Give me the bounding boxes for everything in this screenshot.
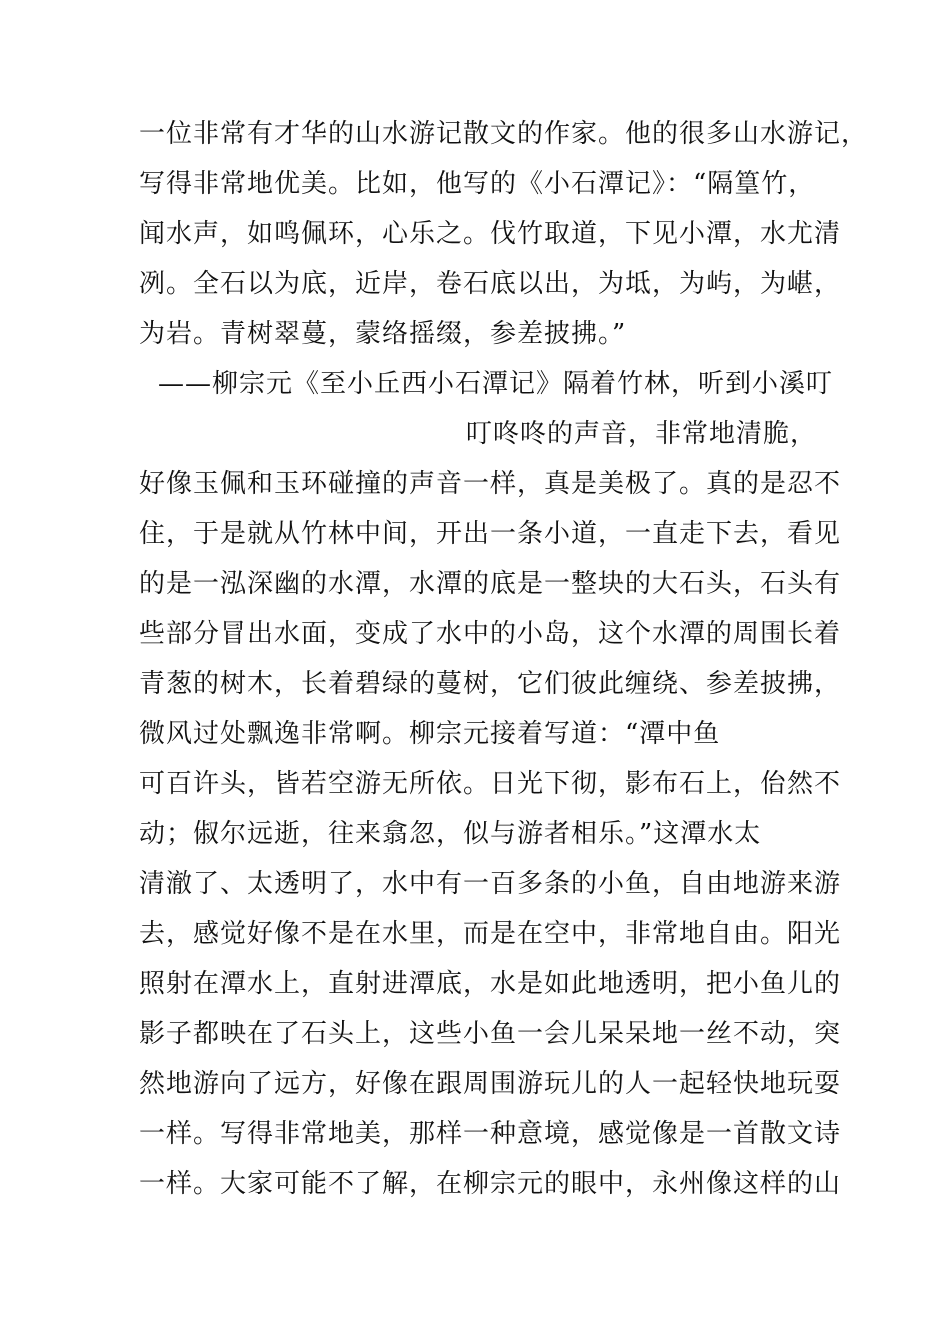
paragraph-line: 些部分冒出水面，变成了水中的小岛，这个水潭的周围长着 [139,619,842,649]
paragraph-line: 影子都映在了石头上，这些小鱼一会儿呆呆地一丝不动，突 [139,1019,842,1049]
paragraph-line: 照射在潭水上，直射进潭底，水是如此地透明，把小鱼儿的 [139,969,842,999]
paragraph-line: 青葱的树木，长着碧绿的蔓树，它们彼此缠绕、参差披拂， [139,669,842,699]
paragraph-line: 为岩。青树翠蔓，蒙络摇缀，参差披拂。” [139,319,627,349]
paragraph-line: 写得非常地优美。比如，他写的《小石潭记》：“隔篁竹， [139,169,816,199]
paragraph-line: 一位非常有才华的山水游记散文的作家。他的很多山水游记， [139,119,869,149]
citation-continuation-line: 叮咚咚的声音，非常地清脆， [466,419,818,449]
paragraph-line: 清澈了、太透明了，水中有一百多条的小鱼，自由地游来游 [139,869,842,899]
paragraph-line: 微风过处飘逸非常啊。柳宗元接着写道：“潭中鱼 [139,719,721,749]
paragraph-line: 动；俶尔远逝，往来翕忽，似与游者相乐。”这潭水太 [139,819,762,849]
paragraph-line: 可百许头，皆若空游无所依。日光下彻，影布石上，佁然不 [139,769,842,799]
paragraph-line: 住，于是就从竹林中间，开出一条小道，一直走下去，看见 [139,519,842,549]
paragraph-line: 一样。大家可能不了解，在柳宗元的眼中，永州像这样的山 [139,1169,842,1199]
paragraph-line: 闻水声，如鸣佩环，心乐之。伐竹取道，下见小潭，水尤清 [139,219,842,249]
paragraph-line: 去，感觉好像不是在水里，而是在空中，非常地自由。阳光 [139,919,842,949]
citation-line: ——柳宗元《至小丘西小石潭记》隔着竹林，听到小溪叮 [158,369,834,399]
paragraph-line: 冽。全石以为底，近岸，卷石底以出，为坻，为屿，为嵁， [139,269,842,299]
paragraph-line: 的是一泓深幽的水潭，水潭的底是一整块的大石头，石头有 [139,569,842,599]
paragraph-line: 好像玉佩和玉环碰撞的声音一样，真是美极了。真的是忍不 [139,469,842,499]
paragraph-line: 一样。写得非常地美，那样一种意境，感觉像是一首散文诗 [139,1119,842,1149]
paragraph-line: 然地游向了远方，好像在跟周围游玩儿的人一起轻快地玩耍 [139,1069,842,1099]
